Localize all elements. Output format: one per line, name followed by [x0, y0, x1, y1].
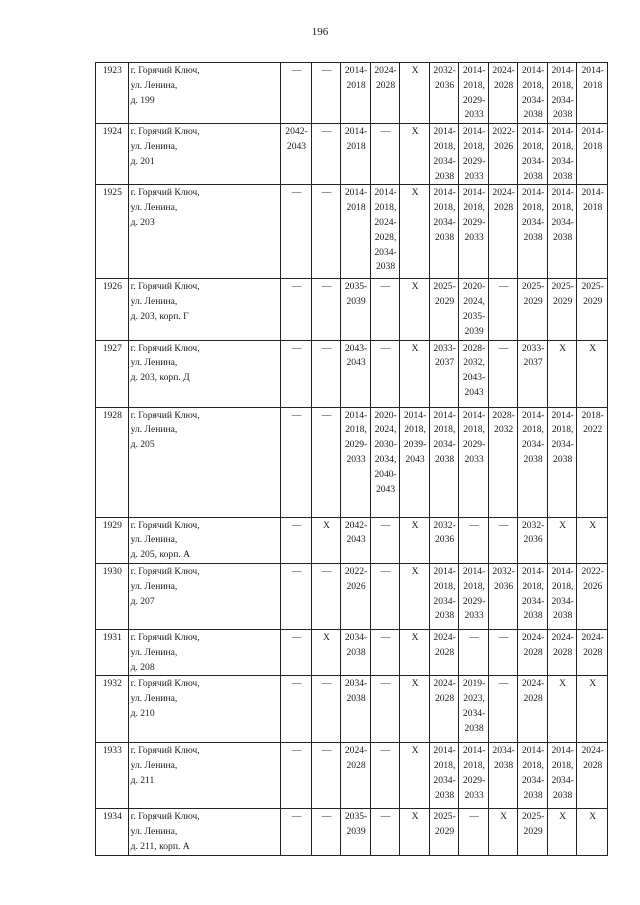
period-cell: 2014- 2018, 2034- 2038: [547, 743, 577, 809]
period-cell: 2033- 2037: [429, 340, 459, 407]
period-cell: —: [281, 676, 312, 743]
address-line: д. 205, корп. А: [130, 549, 191, 561]
period-cell: 2014- 2018, 2034- 2038: [547, 185, 577, 279]
table-row: [96, 563, 608, 629]
address-line: г. Горячий Ключ,: [130, 519, 200, 531]
period-cell: —: [311, 124, 341, 185]
period-cell: 2014- 2018, 2029- 2033: [459, 407, 489, 517]
period-cell: 2014- 2018, 2034- 2038: [429, 743, 459, 809]
row-number: 1923: [96, 63, 129, 124]
address-cell: [128, 676, 281, 743]
page-number: 196: [311, 26, 329, 38]
period-cell: —: [281, 629, 312, 675]
row-number: 1934: [96, 809, 129, 855]
period-cell: 2024- 2028: [488, 185, 518, 279]
period-cell: —: [311, 185, 341, 279]
period-cell: —: [459, 629, 489, 675]
address-line: г. Горячий Ключ,: [130, 187, 200, 199]
period-cell: X: [400, 517, 430, 563]
period-cell: 2014- 2018, 2034- 2038: [547, 407, 577, 517]
row-number: 1933: [96, 743, 129, 809]
period-cell: X: [400, 809, 430, 855]
period-cell: 2020- 2024, 2030- 2034, 2040- 2043: [370, 407, 400, 517]
period-cell: —: [488, 676, 518, 743]
period-cell: 2014- 2018, 2034- 2038: [518, 63, 548, 124]
table-row: [96, 63, 608, 124]
address-line: д. 203, корп. Д: [130, 372, 190, 384]
address-line: ул. Ленина,: [130, 826, 178, 838]
address-line: д. 199: [130, 94, 155, 106]
address-line: ул. Ленина,: [130, 760, 178, 772]
period-cell: —: [311, 743, 341, 809]
row-number: 1927: [96, 340, 129, 407]
address-line: г. Горячий Ключ,: [130, 281, 200, 293]
period-cell: 2024- 2028: [577, 629, 608, 675]
address-line: г. Горячий Ключ,: [130, 631, 200, 643]
period-cell: 2020- 2024, 2035- 2039: [459, 279, 489, 340]
address-line: д. 201: [130, 155, 155, 167]
period-cell: 2014- 2018, 2034- 2038: [518, 407, 548, 517]
address-cell: [128, 340, 281, 407]
table-row: [96, 743, 608, 809]
period-cell: 2014- 2018, 2034- 2038: [518, 743, 548, 809]
period-cell: 2024- 2028: [577, 743, 608, 809]
period-cell: —: [370, 517, 400, 563]
address-line: г. Горячий Ключ,: [130, 678, 200, 690]
period-cell: 2024- 2028: [547, 629, 577, 675]
row-number: 1926: [96, 279, 129, 340]
period-cell: X: [400, 676, 430, 743]
row-number: 1932: [96, 676, 129, 743]
table-row: [96, 279, 608, 340]
address-line: ул. Ленина,: [130, 202, 178, 214]
address-cell: [128, 629, 281, 675]
period-cell: 2022- 2026: [488, 124, 518, 185]
row-number: 1928: [96, 407, 129, 517]
period-cell: 2025- 2029: [547, 279, 577, 340]
table-row: [96, 185, 608, 279]
period-cell: 2028- 2032, 2043- 2043: [459, 340, 489, 407]
period-cell: 2032- 2036: [488, 563, 518, 629]
address-line: г. Горячий Ключ,: [130, 811, 200, 823]
period-cell: X: [400, 743, 430, 809]
address-line: д. 211, корп. А: [130, 840, 190, 852]
period-cell: X: [311, 629, 341, 675]
period-cell: —: [311, 407, 341, 517]
period-cell: 2033- 2037: [518, 340, 548, 407]
table-row: [96, 629, 608, 675]
row-number: 1925: [96, 185, 129, 279]
period-cell: —: [488, 340, 518, 407]
address-cell: [128, 279, 281, 340]
period-cell: 2025- 2029: [518, 809, 548, 855]
period-cell: —: [281, 63, 312, 124]
table-body: [96, 63, 608, 856]
period-cell: X: [400, 340, 430, 407]
address-line: ул. Ленина,: [130, 296, 178, 308]
address-line: д. 210: [130, 707, 155, 719]
table-row: [96, 124, 608, 185]
address-cell: [128, 517, 281, 563]
period-cell: —: [311, 340, 341, 407]
period-cell: —: [311, 63, 341, 124]
period-cell: 2014- 2018, 2029- 2033: [459, 743, 489, 809]
period-cell: 2014- 2018, 2034- 2038: [518, 185, 548, 279]
address-cell: [128, 185, 281, 279]
period-cell: X: [400, 279, 430, 340]
period-cell: —: [281, 407, 312, 517]
period-cell: —: [311, 809, 341, 855]
period-cell: X: [577, 517, 608, 563]
period-cell: 2025- 2029: [429, 279, 459, 340]
schedule-table: [95, 62, 608, 856]
period-cell: —: [311, 563, 341, 629]
period-cell: 2014- 2018, 2034- 2038: [547, 63, 577, 124]
period-cell: 2028- 2032: [488, 407, 518, 517]
period-cell: 2019- 2023, 2034- 2038: [459, 676, 489, 743]
period-cell: 2024- 2028: [341, 743, 371, 809]
period-cell: —: [311, 676, 341, 743]
period-cell: —: [281, 743, 312, 809]
address-line: г. Горячий Ключ,: [130, 565, 200, 577]
address-line: д. 207: [130, 595, 155, 607]
period-cell: X: [547, 809, 577, 855]
address-cell: [128, 124, 281, 185]
period-cell: 2024- 2028: [518, 676, 548, 743]
address-cell: [128, 563, 281, 629]
address-line: д. 205: [130, 439, 155, 451]
period-cell: 2043- 2043: [341, 340, 371, 407]
period-cell: 2035- 2039: [341, 809, 371, 855]
table-row: [96, 517, 608, 563]
period-cell: 2014- 2018, 2029- 2033: [459, 185, 489, 279]
period-cell: —: [370, 279, 400, 340]
address-line: г. Горячий Ключ,: [130, 409, 200, 421]
period-cell: 2014- 2018, 2034- 2038: [429, 185, 459, 279]
period-cell: X: [547, 340, 577, 407]
period-cell: 2024- 2028: [370, 63, 400, 124]
period-cell: 2014- 2018, 2029- 2033: [341, 407, 371, 517]
period-cell: 2014- 2018, 2029- 2033: [459, 563, 489, 629]
period-cell: X: [400, 185, 430, 279]
period-cell: X: [400, 563, 430, 629]
period-cell: —: [370, 124, 400, 185]
period-cell: —: [281, 340, 312, 407]
row-number: 1930: [96, 563, 129, 629]
period-cell: 2014- 2018, 2029- 2033: [459, 63, 489, 124]
period-cell: 2025- 2029: [577, 279, 608, 340]
period-cell: 2024- 2028: [429, 629, 459, 675]
period-cell: —: [459, 517, 489, 563]
period-cell: —: [281, 185, 312, 279]
period-cell: X: [577, 809, 608, 855]
period-cell: —: [281, 517, 312, 563]
period-cell: X: [547, 676, 577, 743]
table-row: [96, 407, 608, 517]
period-cell: —: [281, 809, 312, 855]
table-row: [96, 340, 608, 407]
period-cell: X: [400, 124, 430, 185]
period-cell: 2024- 2028: [518, 629, 548, 675]
period-cell: X: [577, 340, 608, 407]
period-cell: —: [488, 279, 518, 340]
period-cell: X: [547, 517, 577, 563]
table-row: [96, 809, 608, 855]
period-cell: —: [370, 676, 400, 743]
period-cell: 2014- 2018, 2029- 2033: [459, 124, 489, 185]
period-cell: —: [488, 517, 518, 563]
period-cell: 2018- 2022: [577, 407, 608, 517]
period-cell: 2025- 2029: [429, 809, 459, 855]
period-cell: —: [281, 563, 312, 629]
period-cell: —: [281, 279, 312, 340]
period-cell: 2034- 2038: [341, 629, 371, 675]
period-cell: X: [577, 676, 608, 743]
period-cell: 2024- 2028: [429, 676, 459, 743]
period-cell: 2034- 2038: [488, 743, 518, 809]
period-cell: 2014- 2018, 2024- 2028, 2034- 2038: [370, 185, 400, 279]
address-line: г. Горячий Ключ,: [130, 745, 200, 757]
period-cell: 2014- 2018, 2039- 2043: [400, 407, 430, 517]
address-line: ул. Ленина,: [130, 580, 178, 592]
period-cell: X: [311, 517, 341, 563]
address-line: д. 203: [130, 216, 155, 228]
period-cell: —: [370, 743, 400, 809]
period-cell: X: [488, 809, 518, 855]
period-cell: 2014- 2018: [341, 185, 371, 279]
table-row: [96, 676, 608, 743]
period-cell: 2032- 2036: [429, 63, 459, 124]
row-number: 1931: [96, 629, 129, 675]
period-cell: 2034- 2038: [341, 676, 371, 743]
address-line: ул. Ленина,: [130, 357, 178, 369]
period-cell: 2032- 2036: [518, 517, 548, 563]
period-cell: —: [370, 629, 400, 675]
period-cell: 2014- 2018: [577, 63, 608, 124]
period-cell: 2014- 2018, 2034- 2038: [547, 124, 577, 185]
address-cell: [128, 407, 281, 517]
period-cell: —: [459, 809, 489, 855]
period-cell: —: [488, 629, 518, 675]
period-cell: —: [370, 563, 400, 629]
address-line: д. 211: [130, 774, 155, 786]
period-cell: X: [400, 63, 430, 124]
period-cell: 2014- 2018, 2034- 2038: [547, 563, 577, 629]
period-cell: 2014- 2018, 2034- 2038: [429, 563, 459, 629]
address-cell: [128, 809, 281, 855]
period-cell: 2025- 2029: [518, 279, 548, 340]
period-cell: 2024- 2028: [488, 63, 518, 124]
period-cell: 2035- 2039: [341, 279, 371, 340]
address-line: г. Горячий Ключ,: [130, 65, 200, 76]
address-line: г. Горячий Ключ,: [130, 126, 200, 138]
period-cell: —: [370, 340, 400, 407]
address-line: ул. Ленина,: [130, 646, 178, 658]
row-number: 1924: [96, 124, 129, 185]
address-line: ул. Ленина,: [130, 140, 178, 152]
period-cell: 2042- 2043: [341, 517, 371, 563]
period-cell: 2022- 2026: [341, 563, 371, 629]
address-cell: [128, 63, 281, 124]
address-line: ул. Ленина,: [130, 693, 178, 705]
period-cell: 2014- 2018, 2034- 2038: [518, 124, 548, 185]
address-line: ул. Ленина,: [130, 424, 178, 436]
period-cell: —: [311, 279, 341, 340]
period-cell: 2014- 2018: [341, 63, 371, 124]
period-cell: 2014- 2018, 2034- 2038: [429, 407, 459, 517]
period-cell: 2014- 2018, 2034- 2038: [518, 563, 548, 629]
period-cell: 2032- 2036: [429, 517, 459, 563]
period-cell: —: [370, 809, 400, 855]
address-line: д. 208: [130, 661, 155, 673]
period-cell: X: [400, 629, 430, 675]
period-cell: 2014- 2018: [341, 124, 371, 185]
address-line: г. Горячий Ключ,: [130, 342, 200, 354]
address-line: ул. Ленина,: [130, 534, 178, 546]
address-cell: [128, 743, 281, 809]
address-line: д. 203, корп. Г: [130, 310, 189, 322]
period-cell: 2014- 2018: [577, 124, 608, 185]
period-cell: 2014- 2018, 2034- 2038: [429, 124, 459, 185]
row-number: 1929: [96, 517, 129, 563]
period-cell: 2022- 2026: [577, 563, 608, 629]
period-cell: 2014- 2018: [577, 185, 608, 279]
period-cell: 2042- 2043: [281, 124, 312, 185]
address-line: ул. Ленина,: [130, 79, 178, 91]
